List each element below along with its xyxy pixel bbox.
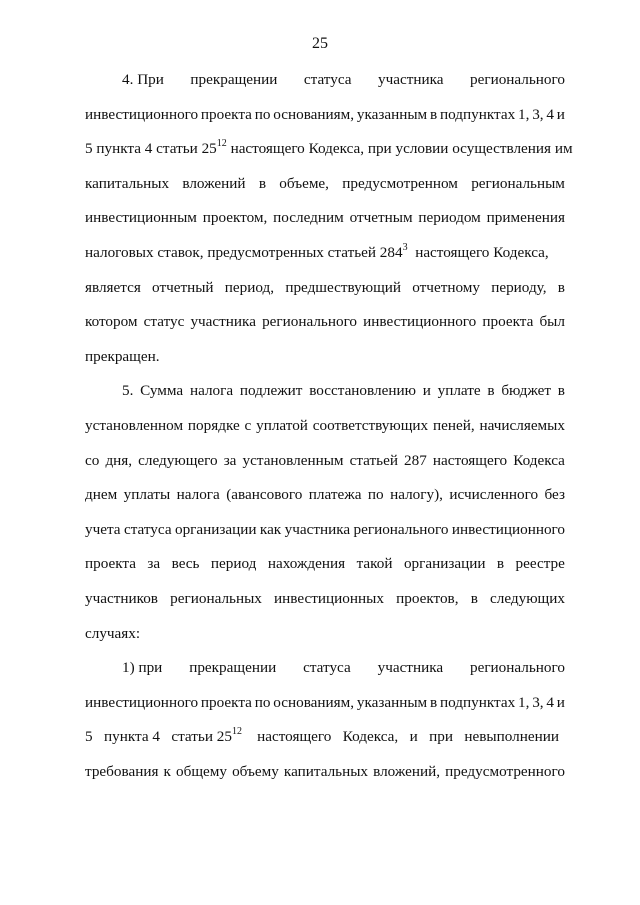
word: прекращении [189, 659, 277, 677]
text-line [85, 138, 573, 159]
word: период [210, 555, 257, 573]
text-line [85, 451, 565, 471]
word: 1, [517, 693, 530, 711]
word: как [259, 520, 282, 538]
word: восстановлению [309, 382, 416, 400]
word: реестре [515, 555, 565, 573]
word: инвестиционного [85, 105, 199, 123]
word: проектом, [202, 209, 268, 227]
word: указанным [356, 105, 428, 123]
word: статуса [123, 520, 172, 538]
text-line [85, 174, 565, 194]
word: исчисленного [449, 486, 539, 504]
text-line [85, 208, 565, 228]
word: капитальных [85, 174, 170, 192]
word: организации [174, 520, 257, 538]
word: подлежит [239, 382, 303, 400]
word: 1) при [122, 659, 163, 677]
word: вложений [182, 174, 246, 192]
text-line [85, 105, 565, 125]
word: в [258, 174, 266, 192]
word: статьей [349, 451, 398, 469]
word: 3, [532, 693, 544, 711]
word: без [544, 486, 565, 504]
word: в [429, 693, 438, 711]
word: платежа [308, 486, 362, 504]
text-run: налоговых ставок, предусмотренных статьей 284 [85, 244, 403, 261]
word: в [429, 105, 438, 123]
word: налога [189, 382, 234, 400]
word: проекта [482, 313, 534, 331]
word: пеней, [432, 417, 475, 434]
text-line [85, 347, 565, 367]
word: предшествующий [285, 278, 402, 296]
word: налога [176, 486, 220, 504]
word: объему [232, 763, 279, 780]
word: объеме, [279, 174, 329, 192]
word: в [487, 382, 495, 400]
word: начисляемых [479, 417, 565, 434]
word: применения [486, 209, 565, 227]
word: региональным [471, 174, 565, 192]
word: прекращен. [85, 347, 160, 365]
word: подпунктах [439, 693, 516, 711]
text-line [85, 520, 565, 540]
word: инвестиционного [85, 693, 199, 711]
word: 4 [546, 693, 554, 711]
word: общему [176, 763, 227, 780]
word: отчетный [152, 278, 214, 296]
superscript: 3 [402, 241, 408, 253]
text-line [85, 554, 565, 574]
text-line [85, 624, 565, 644]
word: учета [85, 520, 121, 538]
word: вложений, [373, 763, 441, 780]
word: инвестиционного [363, 313, 477, 331]
word: проектов, [396, 590, 459, 607]
word: и [556, 693, 565, 711]
word: Кодекса [513, 451, 565, 469]
text-line [122, 381, 565, 401]
word: 4. При [122, 71, 164, 88]
word: и [422, 382, 431, 400]
text-run: 5 пункта 4 статьи 25 [85, 728, 232, 746]
word: инвестиционных [274, 590, 384, 607]
word: предусмотренном [342, 174, 458, 192]
word: является [85, 278, 141, 296]
word: 5. [122, 382, 134, 400]
word: с [244, 417, 252, 434]
text-line [85, 416, 565, 436]
text-run: настоящего Кодекса, и при невыполнении [241, 728, 559, 746]
word: основаниям, [273, 105, 355, 123]
word: инвестиционного [451, 520, 565, 538]
word: последним [273, 209, 344, 227]
superscript: 12 [216, 138, 227, 150]
text-line [85, 589, 565, 609]
word: указанным [356, 693, 428, 711]
page-number: 25 [312, 35, 328, 52]
word: 4 [546, 105, 554, 123]
superscript: 12 [231, 726, 242, 738]
word: дня, [105, 451, 133, 469]
word: следующего [138, 451, 218, 469]
word: такой [356, 555, 393, 573]
word: бюджет [501, 382, 552, 400]
word: случаях: [85, 624, 141, 642]
word: основаниям, [273, 693, 355, 711]
word: по [367, 486, 384, 504]
word: 1, [517, 105, 530, 123]
word: предусмотренного [445, 763, 565, 780]
word: капитальных [283, 763, 368, 780]
word: за [147, 555, 161, 573]
word: прекращении [190, 71, 278, 88]
word: период, [224, 278, 275, 296]
word: 287 [404, 451, 427, 469]
word: уплате [437, 382, 481, 400]
word: порядке [187, 417, 240, 434]
word: уплатой [256, 417, 308, 434]
word: участника [377, 659, 444, 677]
word: Сумма [140, 382, 184, 400]
word: участника [190, 313, 256, 331]
word: установленным [242, 451, 344, 469]
word: в [496, 555, 505, 573]
word: статуса [303, 71, 352, 88]
text-run: настоящего Кодекса, при условии осуществления им [226, 140, 573, 158]
word: отчетным [349, 209, 413, 227]
word: в [470, 590, 478, 607]
word: участника [284, 520, 351, 538]
text-line [85, 312, 565, 332]
word: подпунктах [439, 105, 516, 123]
word: регионального [470, 71, 565, 88]
text-line [122, 70, 565, 90]
word: участника [378, 71, 444, 88]
word: был [539, 313, 565, 331]
word: и [556, 105, 565, 123]
word: отчетному [412, 278, 480, 296]
word: за [223, 451, 237, 469]
word: регионального [353, 520, 449, 538]
word: по [254, 693, 271, 711]
text-line [85, 693, 565, 713]
text-run: настоящего Кодекса, [407, 244, 549, 261]
word: регионального [469, 659, 565, 677]
word: проекта [200, 105, 252, 123]
word: периодом [418, 209, 481, 227]
word: (авансового [226, 486, 303, 504]
word: периоду, [491, 278, 547, 296]
word: котором [85, 313, 138, 331]
text-line [85, 485, 565, 505]
word: регионального [262, 313, 358, 331]
word: уплаты [123, 486, 171, 504]
word: со [85, 451, 100, 469]
word: в [557, 278, 565, 296]
word: настоящего [432, 451, 508, 469]
text-line [85, 762, 565, 782]
text-line [85, 727, 565, 747]
text-line [85, 278, 565, 298]
word: налогу), [390, 486, 443, 504]
word: инвестиционным [85, 209, 197, 227]
text-run: 5 пункта 4 статьи 25 [85, 140, 217, 158]
word: 3, [532, 105, 544, 123]
word: статус [143, 313, 185, 331]
word: соответствующих [312, 417, 429, 434]
word: следующих [490, 590, 565, 607]
word: по [254, 105, 271, 123]
text-line [122, 658, 565, 678]
text-line [85, 243, 565, 263]
word: участников [85, 590, 158, 607]
word: днем [85, 486, 118, 504]
word: проекта [85, 555, 136, 573]
word: к [163, 763, 171, 780]
word: в [557, 382, 565, 400]
word: весь [171, 555, 200, 573]
word: проекта [200, 693, 252, 711]
word: установленном [85, 417, 184, 434]
word: статуса [303, 659, 351, 677]
word: региональных [170, 590, 262, 607]
word: требования [85, 763, 159, 780]
word: организации [403, 555, 486, 573]
word: нахождения [267, 555, 346, 573]
